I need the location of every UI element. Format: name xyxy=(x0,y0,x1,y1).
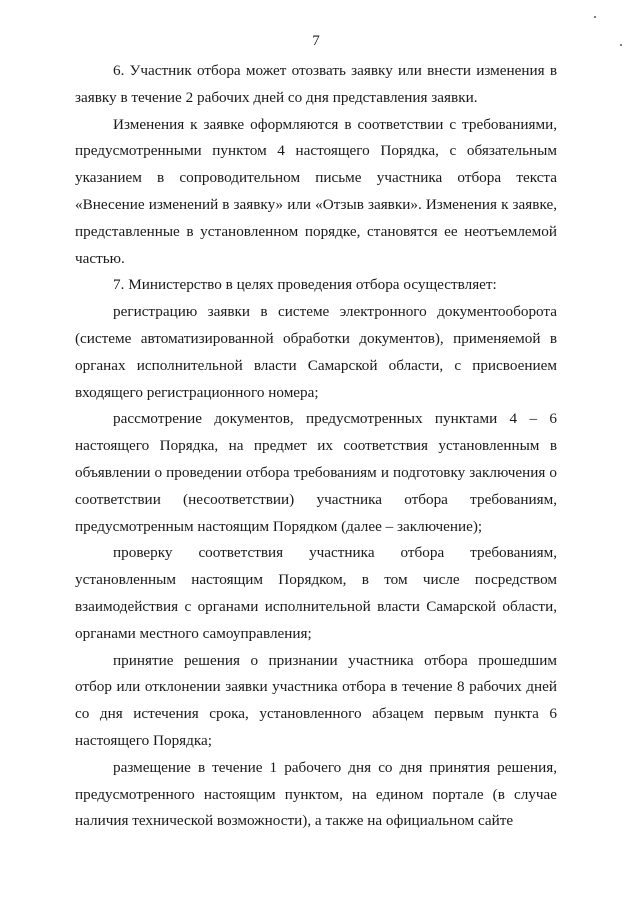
scan-speck xyxy=(620,44,622,46)
document-body xyxy=(75,58,557,835)
paragraph: рассмотрение документов, предусмотренных пунктами 4 – 6 настоящего Порядка, на предмет их соответствия установленным в объявлении о проведении отбора требованиям и подготовку заключения о соответствии (несоответствии) участника отбора требованиям, предусмотренным настоящим Порядком (далее – заключение); xyxy=(75,410,557,535)
paragraph: 7. Министерство в целях проведения отбора осуществляет: xyxy=(113,276,497,294)
paragraph: принятие решения о признании участника отбора прошедшим отбор или отклонении заявки участника отбора в течение 8 рабочих дней со дня истечения срока, установленного абзацем первым пункта 6 настоящего Порядка; xyxy=(75,651,557,749)
paragraph: Изменения к заявке оформляются в соответствии с требованиями, предусмотренными пунктом 4 настоящего Порядка, с обязательным указанием в сопроводительном письме участника отбора текста «Внесение изменений в заявку» или «Отзыв заявки». Изменения к заявке, представленные в установленном порядке, становятся ее неотъемлемой частью. xyxy=(75,115,557,267)
paragraph: регистрацию заявки в системе электронного документооборота (системе автоматизированной обработки документов), применяемой в органах исполнительной власти Самарской области, с присвоением входящего регистрационного номера; xyxy=(75,303,557,401)
paragraph: 6. Участник отбора может отозвать заявку или внести изменения в заявку в течение 2 рабочих дней со дня представления заявки. xyxy=(75,62,557,106)
scan-speck xyxy=(594,16,596,18)
page-number: 7 xyxy=(312,33,320,49)
paragraph: проверку соответствия участника отбора требованиям, установленным настоящим Порядком, в том числе посредством взаимодействия с органами исполнительной власти Самарской области, органами местного самоуправления; xyxy=(75,544,557,642)
paragraph: размещение в течение 1 рабочего дня со дня принятия решения, предусмотренного настоящим пунктом, на едином портале (в случае наличия технической возможности), а также на официальном сайте xyxy=(75,758,557,830)
